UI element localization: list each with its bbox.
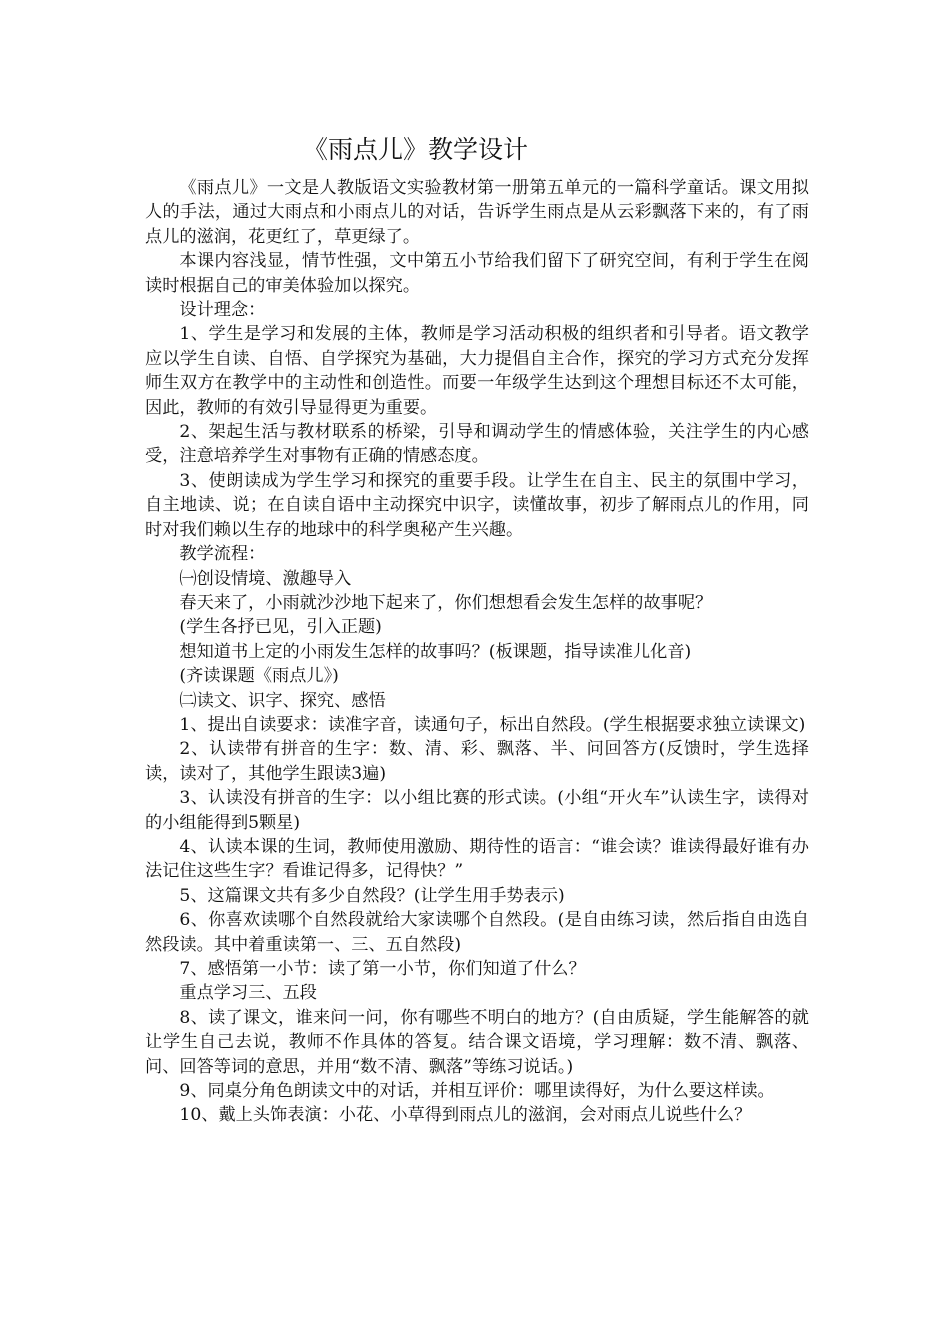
paragraph-flow-line: (齐读课题《雨点儿》) — [179, 666, 339, 687]
paragraph-flow-line: 春天来了，小雨就沙沙地下起来了，你们想想看会发生怎样的故事呢？ — [179, 592, 713, 613]
paragraph-step: 3、认读没有拼音的生字：以小组比赛的形式读。(小组“开火车”认读生字，读得对的小组能得到5颗星) — [145, 788, 809, 833]
paragraph-step: 8、读了课文，谁来问一问，你有哪些不明白的地方？(自由质疑，学生能解答的就让学生自己去说，教师不作具体的答复。结合课文语境，学习理解：数不清、飘落、问、回答等词的意思，并用“数不清、飘落”等练习说话。) — [145, 1007, 809, 1077]
paragraph-step: 5、这篇课文共有多少自然段？(让学生用手势表示) — [179, 885, 565, 906]
document-body — [145, 176, 809, 1128]
paragraph-step: 7、感悟第一小节：读了第一小节，你们知道了什么？ — [179, 959, 586, 979]
paragraph-step: 4、认读本课的生词，教师使用激励、期待性的语言：“谁会读？谁读得最好谁有办法记住这些生字？看谁记得多，记得快？” — [145, 836, 809, 882]
section-heading-1: ㈠创设情境、激趣导入 — [179, 568, 352, 589]
paragraph-concept-3: 3、使朗读成为学生学习和探究的重要手段。让学生在自主、民主的氛围中学习，自主地读、说；在自读自语中主动探究中识字，读懂故事，初步了解雨点儿的作用，同时对我们赖以生存的地球中的科学奥秘产生兴趣。 — [145, 470, 809, 540]
section-heading-2: ㈡读文、识字、探究、感悟 — [179, 690, 386, 711]
paragraph-concept-2: 2、架起生活与教材联系的桥梁，引导和调动学生的情感体验，关注学生的内心感受，注意培养学生对事物有正确的情感态度。 — [145, 422, 809, 467]
paragraph-step: 2、认读带有拼音的生字：数、清、彩、飘落、半、问回答方(反馈时，学生选择读，读对了，其他学生跟读3遍) — [145, 739, 809, 784]
paragraph-concept-1: 1、学生是学习和发展的主体，教师是学习活动积极的组织者和引导者。语文教学应以学生自读、自悟、自学探究为基础，大力提倡自主合作，探究的学习方式充分发挥师生双方在教学中的主动性和创造性。而要一年级学生达到这个理想目标还不太可能，因此，教师的有效引导显得更为重要。 — [145, 324, 809, 418]
heading-design-concept: 设计理念： — [179, 300, 266, 321]
paragraph-intro: 《雨点儿》一文是人教版语文实验教材第一册第五单元的一篇科学童话。课文用拟人的手法，通过大雨点和小雨点儿的对话，告诉学生雨点是从云彩飘落下来的，有了雨点儿的滋润，花更红了，草更绿了。 — [145, 178, 809, 247]
paragraph-key-learning: 重点学习三、五段 — [179, 983, 317, 1004]
document-page — [145, 128, 809, 1128]
paragraph-step: 9、同桌分角色朗读文中的对话，并相互评价：哪里读得好，为什么要这样读。 — [179, 1081, 775, 1102]
paragraph-flow-line: 想知道书上定的小雨发生怎样的故事吗？(板课题，指导读准儿化音) — [179, 641, 692, 662]
paragraph-step: 6、你喜欢读哪个自然段就给大家读哪个自然段。(是自由练习读，然后指自由选自然段读。其中着重读第一、三、五自然段) — [145, 910, 809, 955]
paragraph-flow-line: (学生各抒已见，引入正题) — [179, 617, 382, 638]
paragraph-content-summary: 本课内容浅显，情节性强，文中第五小节给我们留下了研究空间，有利于学生在阅读时根据自己的审美体验加以探究。 — [145, 251, 809, 296]
paragraph-step: 10、戴上头饰表演：小花、小草得到雨点儿的滋润，会对雨点儿说些什么？ — [179, 1105, 752, 1126]
heading-teaching-flow: 教学流程： — [179, 544, 266, 565]
document-title: 《雨点儿》教学设计 — [303, 135, 529, 164]
paragraph-step: 1、提出自读要求：读准字音，读通句子，标出自然段。(学生根据要求独立读课文) — [179, 714, 806, 735]
